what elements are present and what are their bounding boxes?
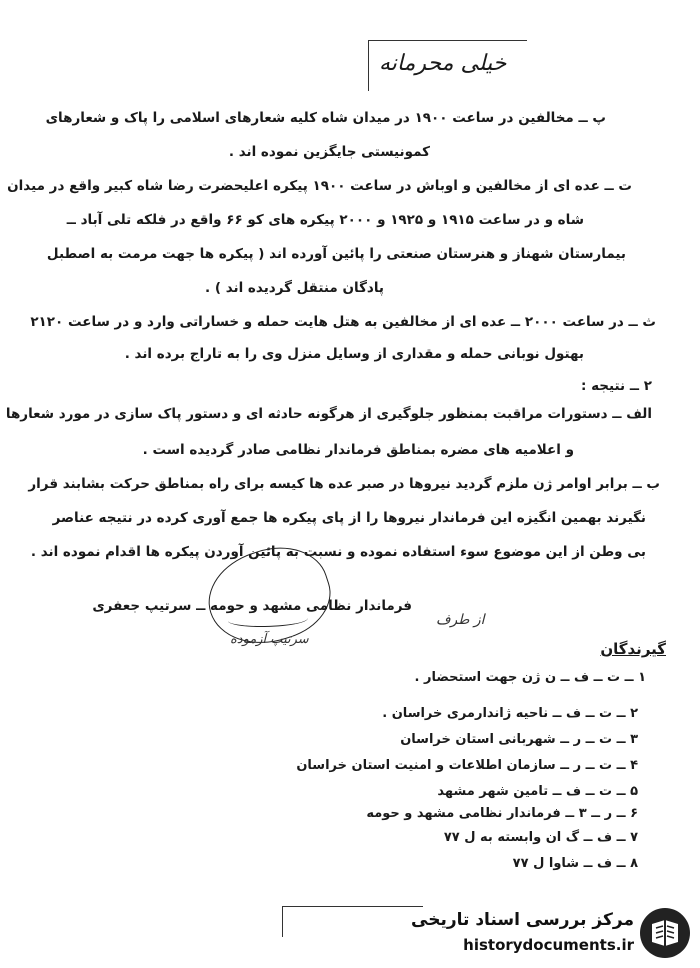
watermark-url[interactable]: historydocuments.ir: [463, 936, 634, 954]
handwritten-signature: سرتیپ آزموده: [230, 632, 309, 647]
scan-artifact-box: [282, 906, 423, 937]
body-line: ث ــ در ساعت ۲۰۰۰ ــ عده ای از مخالفین به هتل هایت حمله و خساراتی وارد و در ساعت ۲۱۲۰: [30, 314, 656, 330]
recipient-item: ۶ ــ ر ــ ۳ ــ فرماندار نظامی مشهد و حومه: [366, 806, 638, 821]
recipient-item: ۲ ــ ت ــ ف ــ ناحیه ژاندارمری خراسان .: [382, 706, 638, 721]
recipient-item: ۸ ــ ف ــ شاوا ل ۷۷: [512, 856, 638, 871]
recipient-item: ۴ ــ ت ــ ر ــ سازمان اطلاعات و امنیت استان خراسان: [296, 758, 638, 773]
body-line: کمونیستی جایگزین نموده اند .: [228, 144, 430, 160]
body-line: شاه و در ساعت ۱۹۱۵ و ۱۹۲۵ و ۲۰۰۰ پیکره های کو ۶۶ واقع در فلکه تلی آباد ــ: [66, 212, 584, 228]
archive-watermark[interactable]: [410, 904, 696, 964]
classification-text: خیلی محرمانه: [379, 51, 507, 76]
recipient-item: ۱ ــ ت ــ ف ــ ن ژن جهت استحضار .: [414, 670, 646, 685]
recipient-item: ۳ ــ ت ــ ر ــ شهربانی استان خراسان: [400, 732, 638, 747]
signature-note: از طرف: [436, 612, 485, 628]
recipient-item: ۷ ــ ف ــ گ ان وابسته به ل ۷۷: [443, 830, 638, 845]
body-line: بهتول نوبانی حمله و مقداری از وسایل منزل وی را به تاراج برده اند .: [124, 346, 584, 362]
recipients-heading: گیرندگان: [600, 640, 666, 658]
body-line: نگیرند بهمین انگیزه این فرماندار نیروها را از پای پیکره ها جمع آوری کرده در نتیجه عناصر: [52, 510, 646, 526]
body-line: پادگان منتقل گردیده اند ) .: [205, 280, 384, 296]
signature-title: فرماندار نظامی مشهد و حومه ــ سرتیپ جعفری: [92, 598, 412, 614]
watermark-title: مرکز بررسی اسناد تاریخی: [411, 910, 634, 930]
recipient-item: ۵ ــ ت ــ ف ــ تامین شهر مشهد: [437, 784, 638, 799]
body-line: بی وطن از این موضوع سوء استفاده نموده و نسبت به پائین آوردن پیکره ها اقدام نموده اند .: [30, 544, 646, 560]
section-heading: ۲ ــ نتیجه :: [581, 378, 652, 394]
classification-stamp: [368, 40, 527, 91]
book-shield-icon: [638, 906, 692, 960]
body-line: الف ــ دستورات مراقبت بمنظور جلوگیری از هرگونه حادثه ای و دستور پاک سازی در مورد شعارها: [5, 406, 652, 422]
body-line: بیمارستان شهناز و هنرستان صنعتی را پائین آورده اند ( پیکره ها جهت مرمت به اصطبل: [46, 246, 626, 262]
body-line: ت ــ عده ای از مخالفین و اوباش در ساعت ۱۹۰۰ پیکره اعلیحضرت رضا شاه کبیر واقع در میدان: [7, 178, 632, 194]
body-line: پ ــ مخالفین در ساعت ۱۹۰۰ در میدان شاه کلیه شعارهای اسلامی را پاک و شعارهای: [45, 110, 606, 126]
body-line: ب ــ برابر اوامر ژن ملزم گردید نیروها در صبر عده ها کیسه برای راه بمناطق حرکت بشابند قرار: [28, 476, 660, 492]
body-line: و اعلامیه های مضره بمناطق فرماندار نظامی صادر گردیده است .: [142, 442, 574, 458]
